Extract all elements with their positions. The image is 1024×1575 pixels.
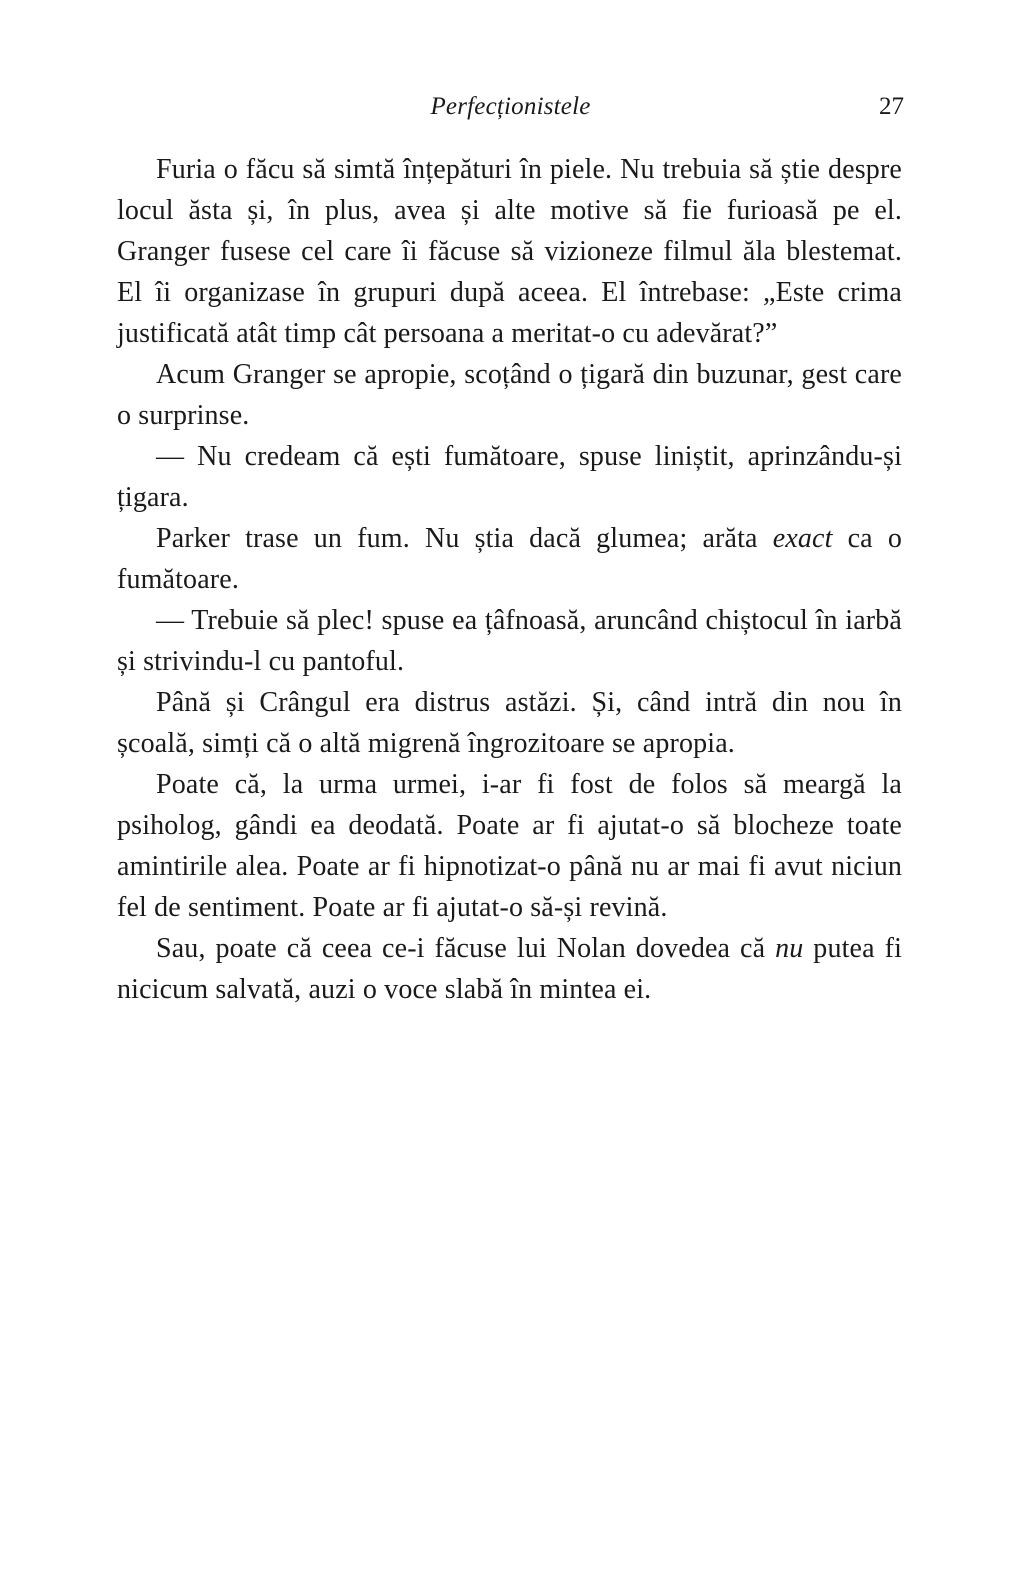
paragraph-4-tail: ca o fumătoare.	[117, 523, 903, 595]
paragraph-4-lead: Parker trase un fum. Nu știa dacă glumea; arăta	[156, 523, 773, 554]
page-number: 27	[879, 93, 904, 120]
paragraph-4	[117, 518, 902, 600]
paragraph-6: Până și Crângul era distrus astăzi. Și, când intră din nou în școală, simți că o altă migrenă îngrozitoare se apropia.	[117, 687, 902, 759]
body-text	[117, 149, 902, 1010]
running-title: Perfecționistele	[430, 93, 591, 120]
running-head	[117, 88, 904, 128]
paragraph-4-emphasis: exact	[772, 523, 833, 554]
paragraph-1: Furia o făcu să simtă înțepături în piele. Nu trebuia să știe despre locul ăsta și, în plus, avea și alte motive să fie furioasă pe el. Granger fusese cel care îi făcuse să vizioneze filmul ăla blestemat. El îi organizase în grupuri după aceea. El întrebase: „Este crima justificată atât timp cât persoana a meritat-o cu adevărat?”	[117, 154, 902, 349]
paragraph-3-dialogue: — Nu credeam că ești fumătoare, spuse liniștit, aprinzându-și țigara.	[117, 441, 902, 513]
paragraph-8-emphasis: nu	[775, 933, 804, 964]
paragraph-8-tail: putea fi nicicum salvată, auzi o voce slabă în mintea ei.	[117, 933, 902, 1005]
paragraph-8-lead: Sau, poate că ceea ce-i făcuse lui Nolan dovedea că	[156, 933, 776, 964]
paragraph-7: Poate că, la urma urmei, i-ar fi fost de folos să meargă la psiholog, gândi ea deodată. Poate ar fi ajutat-o să blocheze toate amintirile alea. Poate ar fi hipnotizat-o până nu ar mai fi avut niciun fel de sentiment. Poate ar fi ajutat-o să-și revină.	[117, 769, 902, 923]
paragraph-5-dialogue: — Trebuie să plec! spuse ea țâfnoasă, aruncând chiștocul în iarbă și strivindu-l cu pantoful.	[117, 605, 902, 677]
paragraph-8	[117, 928, 902, 1010]
paragraph-2: Acum Granger se apropie, scoțând o țigară din buzunar, gest care o surprinse.	[117, 359, 902, 431]
